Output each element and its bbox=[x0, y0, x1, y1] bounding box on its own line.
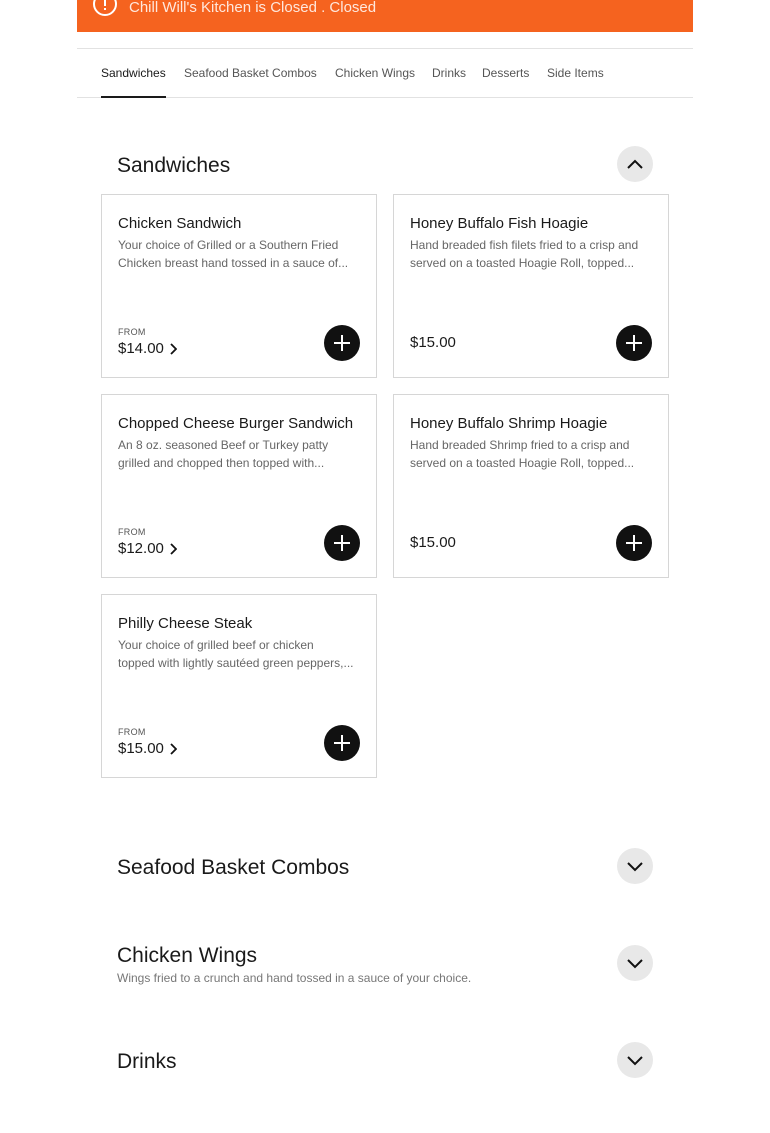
menu-item-name: Chicken Sandwich bbox=[118, 215, 242, 232]
chevron-right-icon bbox=[169, 543, 177, 555]
section-title-drinks: Drinks bbox=[117, 1050, 177, 1073]
menu-item-card[interactable] bbox=[101, 394, 377, 578]
menu-item-card[interactable] bbox=[101, 594, 377, 778]
add-item-button[interactable] bbox=[616, 325, 652, 361]
menu-item-name: Philly Cheese Steak bbox=[118, 615, 253, 632]
category-tabs bbox=[77, 48, 693, 98]
alert-circle-icon bbox=[93, 0, 117, 16]
add-item-button[interactable] bbox=[324, 725, 360, 761]
menu-item-price: $12.00 bbox=[118, 540, 177, 557]
closed-banner bbox=[77, 0, 693, 32]
menu-item-name: Chopped Cheese Burger Sandwich bbox=[118, 415, 354, 432]
menu-item-description: Your choice of Grilled or a Southern Fried Chicken breast hand tossed in a sauce of... bbox=[118, 238, 349, 270]
closed-banner-text: Chill Will's Kitchen is Closed . Closed bbox=[129, 0, 377, 16]
menu-item-name: Honey Buffalo Fish Hoagie bbox=[410, 215, 589, 232]
tab-sandwiches[interactable]: Sandwiches bbox=[101, 49, 166, 97]
chevron-right-icon bbox=[169, 343, 177, 355]
expand-seafood-basket-combos-button[interactable] bbox=[617, 848, 653, 884]
price-from-label: FROM bbox=[118, 727, 146, 737]
menu-item-description: Your choice of grilled beef or chicken topped with lightly sautéed green peppers,... bbox=[118, 638, 354, 670]
chevron-up-icon bbox=[625, 154, 645, 174]
add-item-button[interactable] bbox=[324, 325, 360, 361]
menu-item-card[interactable] bbox=[393, 194, 669, 378]
tab-desserts[interactable]: Desserts bbox=[482, 66, 530, 80]
chevron-down-icon bbox=[625, 1050, 645, 1070]
tab-chicken-wings[interactable]: Chicken Wings bbox=[335, 66, 416, 80]
menu-item-price: $15.00 bbox=[118, 740, 177, 757]
add-item-button[interactable] bbox=[324, 525, 360, 561]
section-title-sandwiches: Sandwiches bbox=[117, 154, 231, 177]
price-from-label: FROM bbox=[118, 527, 146, 537]
chevron-down-icon bbox=[625, 953, 645, 973]
add-item-button[interactable] bbox=[616, 525, 652, 561]
tab-seafood-basket-combos[interactable]: Seafood Basket Combos bbox=[184, 66, 317, 80]
menu-item-price: $15.00 bbox=[410, 534, 456, 551]
chevron-down-icon bbox=[625, 856, 645, 876]
menu-item-price: $15.00 bbox=[410, 334, 456, 351]
chevron-right-icon bbox=[169, 743, 177, 755]
menu-item-name: Honey Buffalo Shrimp Hoagie bbox=[410, 415, 608, 432]
expand-chicken-wings-button[interactable] bbox=[617, 945, 653, 981]
expand-drinks-button[interactable] bbox=[617, 1042, 653, 1078]
price-from-label: FROM bbox=[118, 327, 146, 337]
menu-item-price: $14.00 bbox=[118, 340, 177, 357]
collapse-sandwiches-button[interactable] bbox=[617, 146, 653, 182]
menu-item-description: An 8 oz. seasoned Beef or Turkey patty grilled and chopped then topped with... bbox=[118, 438, 329, 470]
menu-item-card[interactable] bbox=[393, 394, 669, 578]
menu-item-card[interactable] bbox=[101, 194, 377, 378]
menu-item-description: Hand breaded fish filets fried to a crisp and served on a toasted Hoagie Roll, topped... bbox=[410, 238, 639, 270]
section-title-seafood-basket-combos: Seafood Basket Combos bbox=[117, 856, 350, 879]
section-title-chicken-wings: Chicken Wings bbox=[117, 944, 258, 967]
tab-drinks[interactable]: Drinks bbox=[432, 66, 467, 80]
menu-item-description: Hand breaded Shrimp fried to a crisp and served on a toasted Hoagie Roll, topped... bbox=[410, 438, 635, 470]
tab-side-items[interactable]: Side Items bbox=[547, 66, 604, 80]
section-description-chicken-wings: Wings fried to a crunch and hand tossed in a sauce of your choice. bbox=[117, 971, 472, 985]
